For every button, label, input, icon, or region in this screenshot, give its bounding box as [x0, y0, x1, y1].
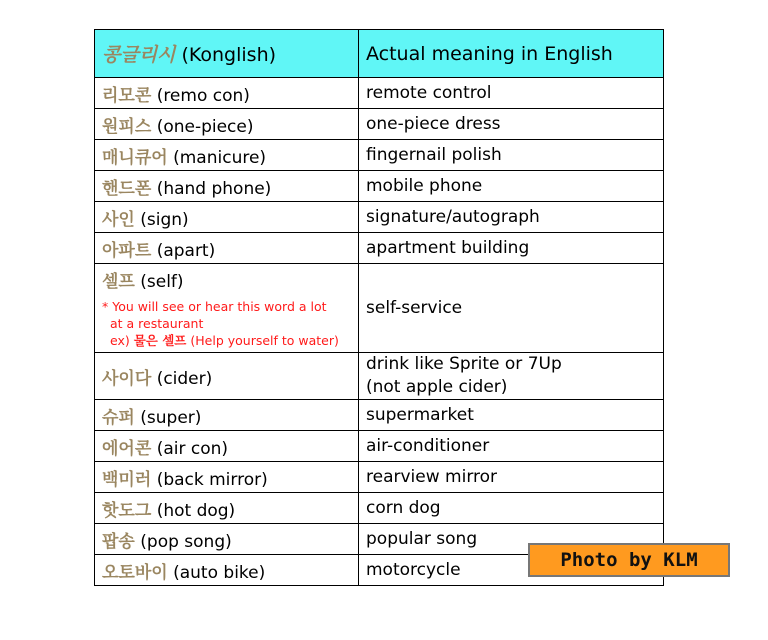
meaning-cell: rearview mirror — [359, 462, 664, 493]
table-row — [95, 109, 664, 140]
table-row — [95, 202, 664, 233]
korean-word: 에어콘 — [102, 438, 152, 459]
note-line: at a restaurant — [110, 316, 204, 331]
korean-word: 백미러 — [102, 469, 152, 490]
konglish-cell — [95, 431, 359, 462]
korean-word: 원피스 — [102, 116, 152, 137]
romanized-word: (hot dog) — [156, 500, 236, 521]
korean-word: 핸드폰 — [102, 178, 152, 199]
meaning-cell — [359, 353, 664, 400]
romanized-word: (cider) — [156, 368, 213, 389]
korean-word: 아파트 — [102, 240, 152, 261]
photo-credit-watermark: Photo by KLM — [528, 543, 730, 577]
meaning-cell: self-service — [359, 264, 664, 353]
header-korean: 콩글리시 — [102, 44, 176, 66]
konglish-cell — [95, 78, 359, 109]
konglish-cell — [95, 462, 359, 493]
konglish-cell — [95, 264, 359, 353]
konglish-cell — [95, 233, 359, 264]
konglish-cell — [95, 524, 359, 555]
konglish-cell — [95, 493, 359, 524]
romanized-word: (super) — [140, 407, 202, 428]
korean-word: 사이다 — [102, 368, 152, 389]
romanized-word: (hand phone) — [156, 178, 272, 199]
meaning-cell: one-piece dress — [359, 109, 664, 140]
table-row — [95, 140, 664, 171]
meaning-cell: apartment building — [359, 233, 664, 264]
korean-word: 리모콘 — [102, 85, 152, 106]
romanized-word: (pop song) — [140, 531, 232, 552]
korean-word: 슈퍼 — [102, 407, 135, 428]
konglish-cell — [95, 202, 359, 233]
romanized-word: (auto bike) — [173, 562, 266, 583]
korean-word: 사인 — [102, 209, 135, 230]
usage-note — [102, 298, 351, 349]
header-konglish-cell — [95, 30, 359, 78]
meaning-cell: fingernail polish — [359, 140, 664, 171]
konglish-table — [94, 29, 664, 586]
meaning-line: (not apple cider) — [366, 377, 508, 397]
meaning-line: drink like Sprite or 7Up — [366, 354, 562, 374]
table-row — [95, 400, 664, 431]
romanized-word: (self) — [140, 272, 184, 292]
konglish-cell — [95, 140, 359, 171]
meaning-cell: remote control — [359, 78, 664, 109]
table-row — [95, 264, 664, 353]
note-line: * You will see or hear this word a lot — [102, 299, 327, 314]
konglish-cell — [95, 109, 359, 140]
romanized-word: (sign) — [140, 209, 189, 230]
header-meaning-cell: Actual meaning in English — [359, 30, 664, 78]
meaning-cell: supermarket — [359, 400, 664, 431]
table-header-row — [95, 30, 664, 78]
table-row — [95, 431, 664, 462]
romanized-word: (remo con) — [156, 85, 250, 106]
romanized-word: (one-piece) — [156, 116, 254, 137]
konglish-cell — [95, 353, 359, 400]
table-row — [95, 493, 664, 524]
konglish-cell — [95, 555, 359, 586]
meaning-cell: motorcycle — [359, 555, 664, 586]
table-row — [95, 462, 664, 493]
romanized-word: (air con) — [156, 438, 229, 459]
romanized-word: (manicure) — [173, 147, 267, 168]
meaning-cell: popular song — [359, 524, 664, 555]
meaning-cell: signature/autograph — [359, 202, 664, 233]
meaning-cell: corn dog — [359, 493, 664, 524]
meaning-cell: mobile phone — [359, 171, 664, 202]
note-example-korean: 물은 셀프 — [133, 333, 187, 348]
korean-word: 오토바이 — [102, 562, 168, 583]
table-row — [95, 78, 664, 109]
table-row — [95, 353, 664, 400]
meaning-cell: air-conditioner — [359, 431, 664, 462]
table-row — [95, 171, 664, 202]
konglish-cell — [95, 400, 359, 431]
note-example — [102, 332, 351, 349]
korean-word: 셀프 — [102, 272, 135, 292]
korean-word: 핫도그 — [102, 500, 152, 521]
konglish-cell — [95, 171, 359, 202]
note-example-translation: (Help yourself to water) — [190, 333, 339, 348]
romanized-word: (apart) — [156, 240, 216, 261]
korean-word: 매니큐어 — [102, 147, 168, 168]
note-example-prefix: ex) — [110, 333, 130, 348]
table-row — [95, 233, 664, 264]
romanized-word: (back mirror) — [156, 469, 268, 490]
header-english: (Konglish) — [181, 44, 277, 66]
korean-word: 팝송 — [102, 531, 135, 552]
